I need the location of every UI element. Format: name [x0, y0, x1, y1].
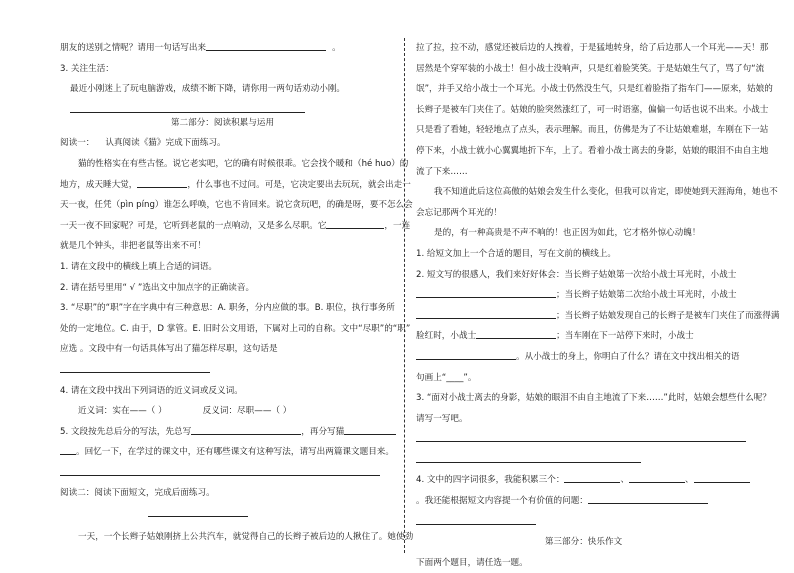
story-line-2: 拉了拉，拉不动，感觉还被后边的人拽着，于是猛地转身，给了后边那人一个耳光——天！那 [416, 43, 769, 53]
question-5-answer [60, 463, 385, 484]
answer-blank[interactable] [416, 308, 556, 319]
question-2: 2. 请在括号里用“ √ ”选出文中加点字的正确读音。 [60, 282, 255, 293]
answer-blank[interactable] [206, 40, 326, 51]
answer-blank[interactable] [60, 362, 210, 373]
question-3b: 处的一定地位。C. 由于，D 掌管。E. 旧时公文用语，下属对上司的自称。文中“尽职”的“职” [60, 323, 411, 334]
right-question-2b: ；当长辫子姑娘第二次给小战士耳光时，小战士 [416, 285, 751, 306]
right-question-4-answer [416, 512, 751, 533]
passage-line-3: 天一夜，任凭（pìn píng）谁怎么呼唤，它也不肯回来。说它贪玩吧，的确是呀，要不怎么会 [60, 200, 413, 211]
question-1: 1. 请在文段中的横线上填上合适的词语。 [60, 261, 218, 272]
story-line-8: 流了下来…… [416, 166, 468, 177]
right-column [416, 38, 780, 573]
story-line-10: 会忘记那两个耳光的！ [416, 207, 502, 218]
right-question-3a: 3. “面对小战士离去的身影，姑娘的眼泪不由自主地流了下来……”此时，姑娘会想些什么呢？ [416, 393, 771, 404]
question-3-title: 3. 关注生活： [60, 63, 114, 74]
question-4: 4. 请在文段中找出下列词语的近义词或反义词。 [60, 385, 243, 396]
answer-line[interactable] [416, 514, 536, 525]
answer-line[interactable] [416, 431, 746, 442]
story-line-9: 我不知道此后这位高傲的姑娘会发生什么变化，但我可以肯定，即使她到天涯海角，她也不 [434, 187, 778, 198]
question-3-text: 最近小刚迷上了玩电脑游戏，成绩不断下降，请你用一两句话劝动小刚。 [70, 84, 346, 95]
title-blank[interactable] [148, 506, 248, 517]
right-question-3-answer-1 [416, 429, 751, 450]
right-question-2c: ；当长辫子姑娘发现自己的长辫子是被车门夹住了而涨得满 [416, 306, 751, 327]
answer-blank[interactable] [60, 465, 380, 476]
right-question-3-answer-2 [416, 450, 751, 471]
answer-blank[interactable] [60, 444, 76, 455]
story-line-7: 停下来，小战士就小心翼翼地折下车，上了。看着小战士离去的身影，姑娘的眼泪不由自主地 [416, 145, 769, 156]
answer-blank[interactable] [694, 472, 750, 483]
answer-blank[interactable] [416, 287, 556, 298]
right-question-2e: 。从小战士的身上，你明白了什么？请在文中找出相关的语 [416, 347, 751, 368]
right-question-3b: 请写一写吧。 [416, 413, 468, 424]
passage-line-5: 就是几个钟头，非把老鼠等出来不可！ [60, 241, 207, 252]
answer-blank[interactable] [191, 424, 301, 435]
story-line-1: 一天，一个长辫子姑娘刚挤上公共汽车，就觉得自己的长辫子被后边的人揪住了。她使劲 [78, 531, 414, 542]
question-4-words: 近义词：实在——（ ） 反义词：尽职——（ ） [78, 406, 292, 417]
part2-title: 第二部分：阅读积累与运用 [170, 117, 275, 128]
question-3-answer [60, 360, 385, 381]
story-line-5: 长辫子是被车门夹住了。姑娘的脸突然涨红了，可一时语塞，偏偏一句话也说不出来。小战士 [416, 104, 769, 115]
answer-blank[interactable] [416, 349, 516, 360]
passage-line-4: 一天一夜不回家呢？可是，它听到老鼠的一点响动，又是多么尽职。它 ，一连 [60, 216, 385, 237]
left-column [60, 38, 414, 547]
story-line-11: 是的，有一种高贵是不声不响的！也正因为如此，它才格外惊心动魄！ [434, 228, 701, 239]
right-question-4a: 4. 文中的四字词很多，我能积累三个： 、 、 [416, 470, 751, 491]
reading2-heading: 阅读二：阅读下面短文，完成后面练习。 [60, 488, 215, 499]
answer-blank[interactable] [588, 493, 708, 504]
reading1-heading: 阅读一： 认真阅读《猫》完成下面练习。 [60, 138, 226, 149]
question-5b: 。回忆一下，在学过的课文中，还有哪些课文有这种写法，请写出两篇课文题目来。 [60, 442, 385, 463]
part3-title: 第三部分：快乐作文 [544, 537, 623, 548]
right-question-2d: 脸红时，小战士 ；当车刚在下一站停下来时，小战士 [416, 326, 751, 347]
story-line-3: 居然是个穿军装的小战士！但小战士没响声，只是红着脸笑笑。于是姑娘生气了，骂了句“流 [416, 63, 765, 74]
answer-blank[interactable] [629, 472, 685, 483]
story-title-blank [60, 504, 385, 525]
part3-text: 下面两个题目，请任选一题。 [416, 557, 528, 568]
question-3c: 应选 。文段中有一句话具体写出了猫怎样尽职，这句话是 [60, 344, 278, 355]
answer-blank[interactable] [344, 424, 396, 435]
question-5a: 5. 文段按先总后分的写法，先总写 ，再分写猫 [60, 422, 385, 443]
answer-blank[interactable] [476, 328, 556, 339]
right-question-2f: 句画上“____”。 [416, 372, 477, 383]
right-question-4b: 。我还能根据短文内容提一个有价值的问题： [416, 491, 751, 512]
question-3a: 3. “尽职”的“职”字在字典中有三种意思：A. 职务，分内应做的事。B. 职位，执行事务所 [60, 303, 395, 314]
right-question-1: 1. 给短文加上一个合适的题目，写在文前的横线上。 [416, 248, 616, 259]
answer-blank[interactable] [137, 177, 187, 188]
passage-line-2: 地方，成天睡大觉， ，什么事也不过问。可是，它决定要出去玩玩，就会出走一 [60, 175, 385, 196]
answer-blank[interactable] [564, 472, 620, 483]
answer-line[interactable] [416, 452, 641, 463]
right-question-2a: 2. 短文写的很感人，我们来好好体会：当长辫子姑娘第一次给小战士耳光时，小战士 [416, 269, 737, 280]
story-line-6: 只是看了看她，轻轻地点了点头，表示理解。而且，仿佛是为了不让姑娘难堪，车刚在下一站 [416, 125, 769, 136]
column-divider [404, 38, 405, 553]
story-line-4: 氓”，并手又给小战士一个耳光。小战士仍然没生气，只是红着脸指了指车门——原来，姑娘的 [416, 84, 773, 95]
left-line-1: 朋友的送别之情呢？请用一句话写出来 。 [60, 38, 385, 59]
passage-line-1: 猫的性格实在有些古怪。说它老实吧，它的确有时候很乖。它会找个暖和（hé huo）的 [78, 158, 409, 169]
answer-blank[interactable] [326, 218, 384, 229]
answer-line[interactable] [70, 100, 305, 113]
